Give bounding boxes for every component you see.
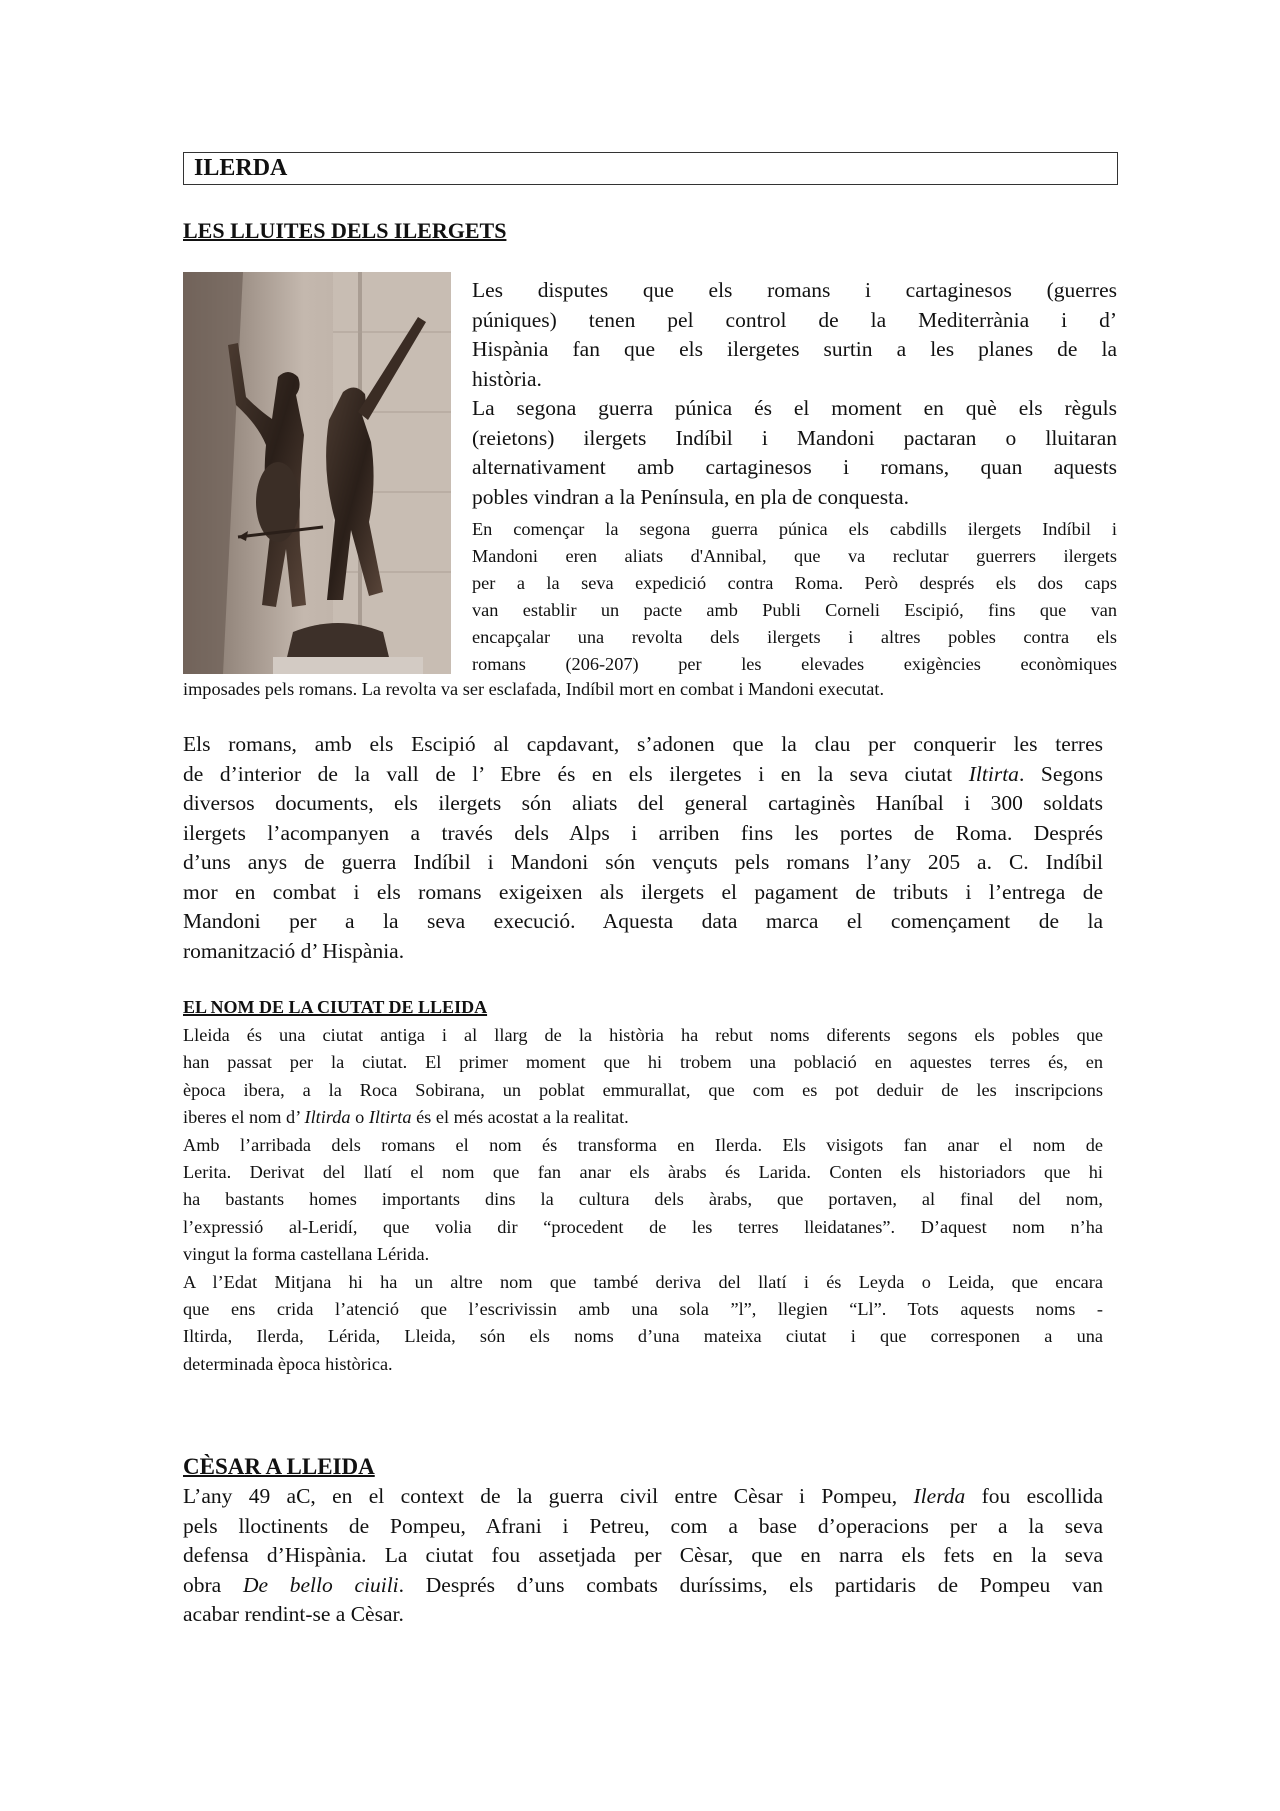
statue-photo-illustration bbox=[183, 272, 451, 674]
text-line: mor en combat i els romans exigeixen als ilergets el pagament de tributs i l’entrega de bbox=[183, 879, 1103, 904]
romans-paragraph bbox=[183, 730, 1103, 966]
small-paragraph-end bbox=[183, 676, 1118, 703]
text-line: van establir un pacte amb Publi Corneli Escipió, fins que van bbox=[472, 600, 1117, 620]
text-line: En començar la segona guerra púnica els cabdills ilergets Indíbil i bbox=[472, 519, 1117, 539]
text-line: romanització d’ Hispània. bbox=[183, 938, 405, 963]
text-segment: iberes el nom d’ bbox=[183, 1107, 305, 1128]
text-line: Les disputes que els romans i cartaginesos (guerres bbox=[472, 278, 1117, 302]
cesar-paragraph bbox=[183, 1482, 1103, 1630]
text-line bbox=[183, 1571, 1103, 1601]
text-line bbox=[183, 1104, 1103, 1131]
text-segment: obra bbox=[183, 1572, 243, 1597]
text-line: pobles vindran a la Península, en pla de conquesta. bbox=[472, 484, 910, 509]
section-heading-nom: EL NOM DE LA CIUTAT DE LLEIDA bbox=[183, 997, 488, 1017]
small-paragraph bbox=[472, 516, 1117, 678]
text-segment: o bbox=[350, 1107, 369, 1128]
text-line: Hispània fan que els ilergetes surtin a les planes de la bbox=[472, 337, 1117, 361]
text-line: que ens crida l’atenció que l’escrivissin amb una sola ”l”, llegien “Ll”. Tots aquests noms - bbox=[183, 1299, 1103, 1320]
text-line bbox=[183, 1482, 1103, 1512]
document-title: ILERDA bbox=[194, 155, 288, 181]
text-line: època ibera, a la Roca Sobirana, un poblat emmurallat, que com es pot deduir de les inscripcions bbox=[183, 1079, 1103, 1100]
italic-name: Ilerda bbox=[913, 1484, 966, 1508]
text-line: Lerita. Derivat del llatí el nom que fan anar els àrabs és Larida. Conten els historiadors que hi bbox=[183, 1162, 1103, 1183]
text-line: Mandoni eren aliats d'Annibal, que va reclutar guerrers ilergets bbox=[472, 546, 1117, 566]
italic-title: De bello ciuili bbox=[242, 1572, 399, 1597]
text-line: ha bastants homes importants dins la cultura dels àrabs, que portaven, al final del nom, bbox=[183, 1189, 1103, 1210]
text-line: història. bbox=[472, 366, 542, 391]
text-line: púniques) tenen pel control de la Mediterrània i d’ bbox=[472, 307, 1117, 332]
text-segment: és el més acostat a la realitat. bbox=[411, 1107, 629, 1128]
text-line: Els romans, amb els Escipió al capdavant, s’adonen que la clau per conquerir les terres bbox=[183, 732, 1103, 756]
nom-paragraph bbox=[183, 1022, 1103, 1378]
statue-photo bbox=[183, 272, 451, 674]
text-line bbox=[183, 760, 1103, 790]
text-line: A l’Edat Mitjana hi ha un altre nom que també deriva del llatí i és Leyda o Leida, que encara bbox=[183, 1271, 1103, 1292]
text-line: romans (206-207) per les elevades exigències econòmiques bbox=[472, 654, 1117, 674]
text-line: defensa d’Hispània. La ciutat fou assetjada per Cèsar, que en narra els fets en la seva bbox=[183, 1543, 1103, 1567]
text-line: encapçalar una revolta dels ilergets i altres pobles contra els bbox=[472, 627, 1117, 647]
text-line: La segona guerra púnica és el moment en què els règuls bbox=[472, 396, 1117, 420]
text-line: pels lloctinents de Pompeu, Afrani i Petreu, com a base d’operacions per a la seva bbox=[183, 1513, 1103, 1538]
title-box bbox=[183, 152, 1118, 185]
text-line: han passat per la ciutat. El primer moment que hi trobem una població en aquestes terres és, en bbox=[183, 1052, 1103, 1073]
text-line: alternativament amb cartaginesos i romans, quan aquests bbox=[472, 455, 1117, 479]
text-segment: de d’interior de la vall de l’ Ebre és en els ilergetes i en la seva ciutat bbox=[183, 761, 969, 786]
text-segment: . Segons bbox=[1018, 761, 1103, 786]
text-line: l’expressió al-Leridí, que volia dir “procedent de les terres lleidatanes”. D’aquest nom n’ha bbox=[183, 1216, 1103, 1237]
text-line: imposades pels romans. La revolta va ser esclafada, Indíbil mort en combat i Mandoni executat. bbox=[183, 679, 885, 699]
text-line: determinada època històrica. bbox=[183, 1353, 393, 1374]
section-heading-cesar: CÈSAR A LLEIDA bbox=[183, 1454, 375, 1479]
text-line: (reietons) ilergets Indíbil i Mandoni pactaran o lluitaran bbox=[472, 425, 1117, 450]
text-line: Mandoni per a la seva execució. Aquesta data marca el començament de la bbox=[183, 909, 1103, 933]
text-line: acabar rendint-se a Cèsar. bbox=[183, 1602, 404, 1626]
italic-name: Iltirda bbox=[304, 1107, 351, 1128]
text-segment: . Després d’uns combats duríssims, els partidaris de Pompeu van bbox=[398, 1572, 1103, 1597]
text-line: Amb l’arribada dels romans el nom és transforma en Ilerda. Els visigots fan anar el nom de bbox=[183, 1134, 1103, 1155]
text-line: vingut la forma castellana Lérida. bbox=[183, 1244, 430, 1265]
text-line: ilergets l’acompanyen a través dels Alps i arriben fins les portes de Roma. Després bbox=[183, 820, 1103, 845]
text-line: per a la seva expedició contra Roma. Però després els dos caps bbox=[472, 573, 1117, 593]
document-page bbox=[183, 152, 1118, 1626]
text-line: Iltirda, Ilerda, Lérida, Lleida, són els noms d’una mateixa ciutat i que corresponen a una bbox=[183, 1326, 1103, 1347]
text-line: diversos documents, els ilergets són aliats del general cartaginès Haníbal i 300 soldats bbox=[183, 791, 1103, 815]
italic-name: Iltirta bbox=[968, 761, 1019, 786]
text-segment: fou escollida bbox=[965, 1484, 1104, 1508]
intro-paragraph bbox=[472, 276, 1117, 512]
text-line: Lleida és una ciutat antiga i al llarg de la història ha rebut noms diferents segons els pobles que bbox=[183, 1025, 1103, 1045]
text-line: d’uns anys de guerra Indíbil i Mandoni són vençuts pels romans l’any 205 a. C. Indíbil bbox=[183, 850, 1103, 874]
section-heading-lluites: LES LLUITES DELS ILERGETS bbox=[183, 218, 507, 243]
text-segment: L’any 49 aC, en el context de la guerra civil entre Cèsar i Pompeu, bbox=[183, 1484, 914, 1508]
italic-name: Iltirta bbox=[368, 1107, 412, 1128]
